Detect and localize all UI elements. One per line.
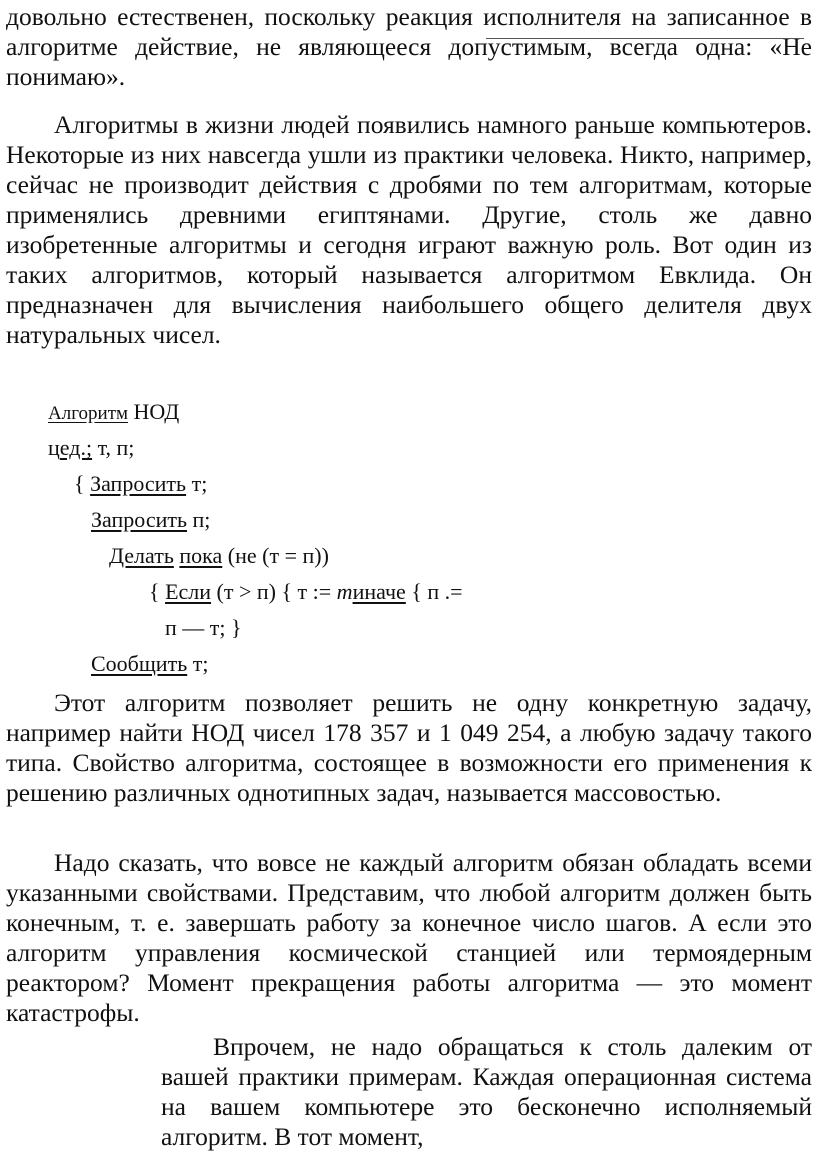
- code-keyword-type: ед.;: [59, 435, 93, 460]
- code-variables: т, п;: [92, 435, 135, 460]
- code-request-arg-2: п;: [187, 507, 211, 532]
- code-if-condition: (т > п) { т :=: [211, 579, 337, 604]
- code-algorithm-name: НОД: [128, 399, 180, 424]
- euclid-algorithm-listing: [48, 394, 608, 682]
- paragraph-intro: довольно естественен, поскольку реакция исполнителя на записанное в алгоритме действие, не являющееся допустимым, всегда одна: «Не понимаю».: [6, 2, 812, 91]
- paragraph-algorithms-history: Алгоритмы в жизни людей появились намного раньше компьютеров. Некоторые из них навсегда ушли из практики человека. Никто, например, сейчас не производит действия с дробями по тем алгоритмам, которые применялись древними египтянами. Другие, столь же давно изобретенные алгоритмы и сегодня играют важную роль. Вот один из таких алгоритмов, который называется алгоритмом Евклида. Он предназначен для вычисления наибольшего общего делителя двух натуральных чисел.: [6, 110, 812, 349]
- code-line-request-n: [91, 502, 651, 538]
- code-keyword-request: Запросить: [90, 471, 187, 496]
- code-line-if: [149, 574, 709, 610]
- code-keyword-output: Сообщить: [91, 651, 188, 676]
- code-else-tail: { п .=: [405, 579, 463, 604]
- code-brace-open-2: {: [149, 579, 166, 604]
- code-line-loop: [109, 538, 669, 574]
- code-line-declaration: [48, 430, 608, 466]
- code-keyword-while: пока: [179, 543, 223, 568]
- code-line-header: [48, 394, 608, 430]
- paragraph-operating-system: Впрочем, не надо обращаться к столь далеким от вашей практики примерам. Каждая операционная система на вашем компьютере это бесконечно исполняемый алгоритм. В тот момент,: [161, 1032, 812, 1151]
- code-keyword-do: Делать: [109, 543, 174, 568]
- code-request-arg: т;: [186, 471, 208, 496]
- code-keyword-request-2: Запросить: [91, 507, 188, 532]
- code-keyword-if: Если: [165, 579, 212, 604]
- paragraph-finiteness: Надо сказать, что вовсе не каждый алгоритм обязан обладать всеми указанными свойствами. Представим, что любой алгоритм должен быть конечным, т. е. завершать работу за конечное число шагов. А если это алгоритм управления космической станцией или термоядерным реактором? Момент прекращения работы алгоритма — это момент катастрофы.: [6, 848, 812, 1027]
- code-line-output: [91, 646, 651, 682]
- scan-artifact-line: [486, 38, 804, 39]
- code-line-else-body: [165, 610, 725, 646]
- paragraph-mass-property: Этот алгоритм позволяет решить не одну конкретную задачу, например найти НОД чисел 178 357 и 1 049 254, а любую задачу такого типа. Свойство алгоритма, состоящее в возможности его применения к решению различных однотипных задач, называется массовостью.: [6, 688, 812, 807]
- code-output-arg: т;: [187, 651, 209, 676]
- code-type-prefix: ц: [48, 435, 60, 460]
- code-keyword-algorithm: Алгоритм: [48, 403, 129, 424]
- code-else-body: п — т; }: [165, 615, 242, 640]
- code-line-request-m: [74, 466, 634, 502]
- code-loop-condition: (не (т = п)): [222, 543, 329, 568]
- code-italic-var: т: [336, 579, 353, 604]
- code-brace-open: {: [74, 471, 91, 496]
- code-keyword-else: иначе: [352, 579, 406, 604]
